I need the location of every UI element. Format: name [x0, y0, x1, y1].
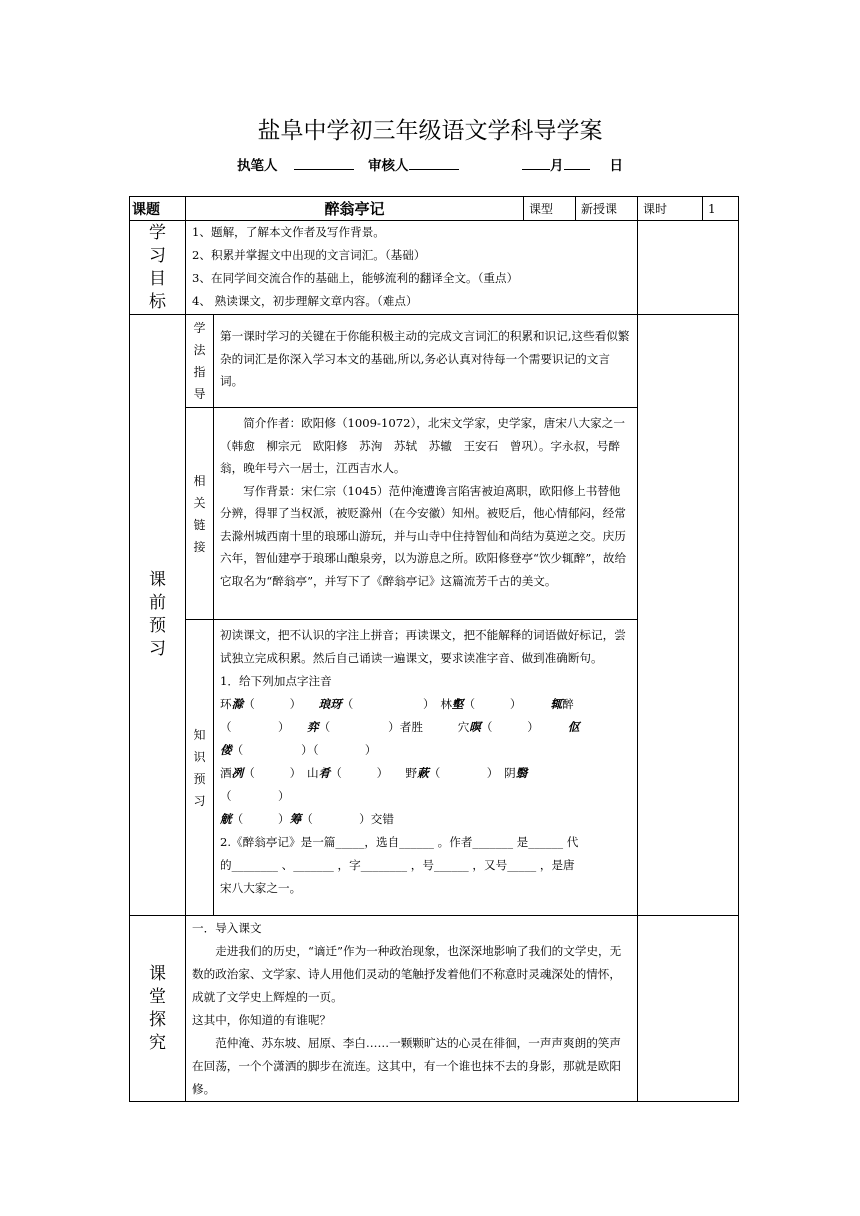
q1: 1．给下列加点字注音: [220, 674, 332, 688]
pinyin-line: 环滁（ ） 琅玡（ ） 林壑（ ） 辄醉: [220, 697, 574, 711]
links-text: [214, 408, 638, 620]
pinyin-line: 觥（ ）筹（ ）交错: [220, 812, 394, 826]
author-intro: 简介作者：欧阳修（1009-1072），北宋文学家，史学家，唐宋八大家之一（韩愈 柳宗元 欧阳修 苏洵 苏轼 苏辙 王安石 曾巩）。字永叔，号醉翁，晚年号六一居士，江西吉水人。: [220, 416, 625, 475]
topic-label: 课题: [130, 197, 186, 221]
q2-line: 2.《醉翁亭记》是一篇_____，选自______ 。作者_______ 是______ 代: [220, 835, 579, 849]
goal-item: 4、 熟读课文，初步理解文章内容。（难点）: [192, 294, 418, 308]
goal-item: 3、在同学间交流合作的基础上，能够流利的翻译全文。（重点）: [192, 271, 519, 285]
header-table: [129, 196, 739, 221]
class-text: 一．导入课文 走进我们的历史，“谪迁”作为一种政治现象，也深深地影响了我们的文学史，无数的政治家、文学家、诗人用他们灵动的笔触抒发着他们不称意时灵魂深处的情怀，成就了文学史上辉煌的一页。 这其中，你知道的有谁呢？ 范仲淹、苏东坡、屈原、李白……一颗颗旷达的心灵在徘徊，一声声爽朗的笑声在回荡，一个个潇洒的脚步在流连。这其中，有一个谁也抹不去的身影，那就是欧阳修。: [186, 916, 638, 1102]
method-label: 学 法 指 导: [186, 315, 214, 408]
preview-notes: [638, 315, 739, 916]
knowledge-text: 初读课文，把不认识的字注上拼音；再读课文，把不能解释的词语做好标记，尝试独立完成积累。然后自己诵读一遍课文，要求读准字音、做到准确断句。 1．给下列加点字注音 环滁（ ） 琅玡（ ） 林壑（ ） 辄醉 （ ） 弈（ ）者胜 穴暝（ ） 伛 偻（ ）（ ） 酒冽（ ） 山肴（ ） 野蔌（ ） 阴翳 （ ） 觥（ ）筹（ ）交错 2.《醉翁亭记》是一篇_____，选自______ 。作者_______ 是______ 代 的________ 、_______ ，字________ ，号______ ，又号_____ ，是唐 宋八大家之一。: [214, 620, 638, 916]
month-label: 月: [550, 158, 564, 174]
reviewer-blank: [409, 155, 459, 170]
day-label: 日: [609, 158, 623, 174]
q2-line: 的________ 、_______ ，字________ ，号______ ，又号_____ ，是唐: [220, 858, 575, 872]
author-label: 执笔人: [237, 158, 278, 174]
knowledge-label: 知 识 预 习: [186, 620, 214, 916]
class-label: 课 堂 探 究: [130, 916, 186, 1102]
goals-list: [186, 221, 638, 315]
reviewer: [368, 154, 459, 174]
date: [522, 154, 623, 174]
month-blank: [522, 155, 550, 170]
day-blank: [564, 155, 590, 170]
goal-item: 2、积累并掌握文中出现的文言词汇。（基础）: [192, 248, 426, 262]
goal-item: 1、题解，了解本文作者及写作背景。: [192, 225, 385, 239]
method-text: 第一课时学习的关键在于你能积极主动的完成文言词汇的积累和识记,这些看似繁杂的词汇是你深入学习本文的基础,所以,务必认真对待每一个需要识记的文言词。: [214, 315, 638, 408]
q2-line: 宋八大家之一。: [220, 881, 302, 895]
pinyin-line: （ ）: [220, 789, 290, 803]
class-notes: [638, 916, 739, 1102]
reviewer-label: 审核人: [368, 158, 409, 174]
pinyin-line: （ ） 弈（ ）者胜 穴暝（ ） 伛: [220, 720, 580, 734]
lesson-table: [129, 220, 739, 1102]
type-label: 课型: [524, 197, 576, 221]
background-intro: 写作背景：宋仁宗（1045）范仲淹遭谗言陷害被迫离职，欧阳修上书替他分辨，得罪了当权派，被贬滁州（在今安徽）知州。被贬后，他心情郁闷，经常去滁州城西南十里的琅琊山游玩，并与山寺中住持智仙和尚结为莫逆之交。庆历六年，智仙建亭于琅琊山酿泉旁，以为游息之所。欧阳修登亭“饮少辄醉”，故给它取名为“醉翁亭”，并写下了《醉翁亭记》这篇流芳千古的美文。: [220, 483, 627, 588]
author-blank: [294, 155, 354, 170]
pinyin-line: 偻（ ）（ ）: [220, 743, 377, 757]
pinyin-line: 酒冽（ ） 山肴（ ） 野蔌（ ） 阴翳: [220, 766, 528, 780]
section-heading: 一．导入课文: [192, 921, 262, 935]
links-label: 相 关 链 接: [186, 408, 214, 620]
goals-notes: [638, 221, 739, 315]
hours-value: 1: [703, 197, 739, 221]
topic-title: 醉翁亭记: [186, 197, 524, 221]
preview-label: 课 前 预 习: [130, 315, 186, 916]
goals-label: 学 习 目 标: [130, 221, 186, 315]
meta-line: [237, 154, 354, 174]
type-value: 新授课: [576, 197, 638, 221]
hours-label: 课时: [638, 197, 703, 221]
page-title: 盐阜中学初三年级语文学科导学案: [257, 118, 603, 144]
